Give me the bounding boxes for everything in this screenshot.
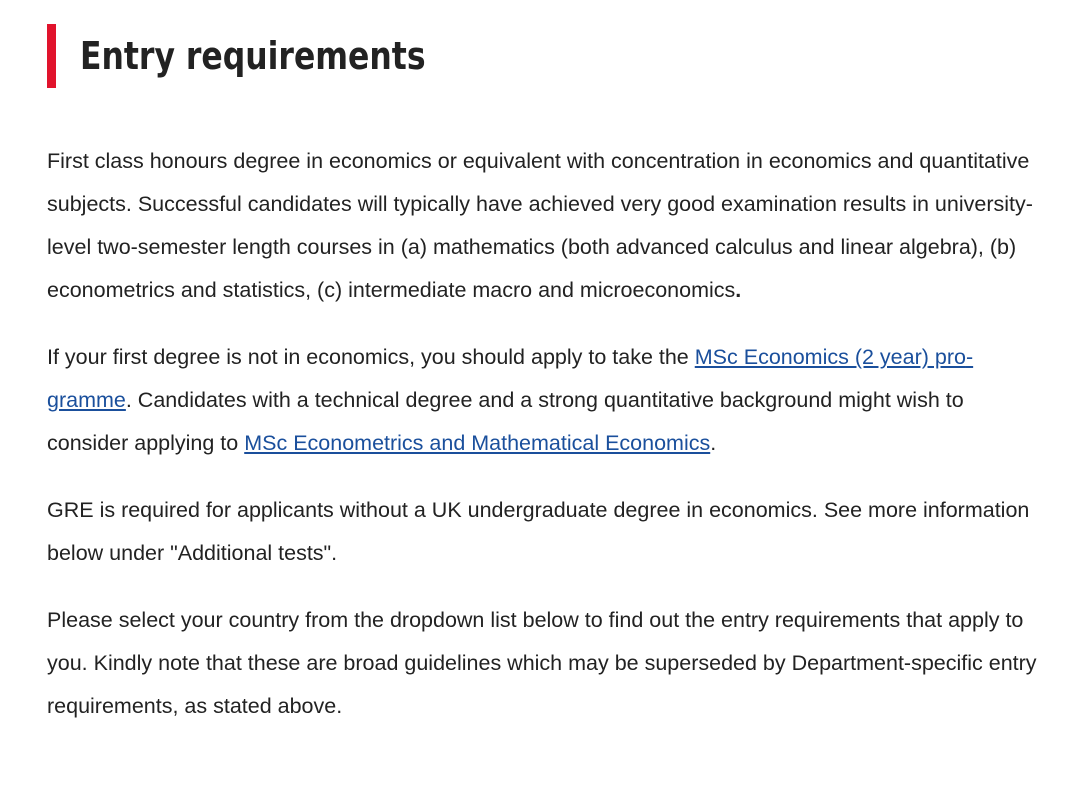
paragraph-gre-requirement: GRE is required for applicants without a UK undergraduate degree in economics. See more information below under "Additional tests". — [47, 498, 1030, 565]
alternative-intro-text: If your first degree is not in economics, you should apply to take the — [47, 345, 695, 369]
entry-requirements-content — [47, 140, 1037, 752]
paragraph-alternative-programmes — [47, 336, 1037, 465]
degree-requirements-period: . — [735, 278, 742, 302]
paragraph-degree-requirements — [47, 140, 1037, 312]
degree-requirements-text: First class honours degree in economics or equivalent with concentration in economics and quantitative subjects. Successful candidates will typically have achieved very good examination results in university-level two-semester length courses in (a) mathematics (both advanced calculus and linear algebra), (b) econometrics and statistics, (c) intermediate macro and microeconomics — [47, 149, 1033, 302]
paragraph-country-selection: Please select your country from the dropdown list below to find out the entry requirements that apply to you. Kindly note that these are broad guidelines which may be superseded by Department-specific entry requirements, as stated above. — [47, 608, 1037, 718]
alternative-middle-text: . Candidates with a technical degree and a strong quantitative background might wish to consider applying to — [47, 388, 964, 455]
page-title: Entry requirements — [80, 34, 426, 78]
msc-econometrics-link[interactable]: MSc Econometrics and Mathematical Economics — [244, 431, 711, 455]
alternative-period: . — [710, 431, 717, 455]
msc-economics-2-year-link[interactable]: MSc Economics (2 year) programme — [47, 345, 974, 412]
heading-accent-bar — [47, 24, 56, 88]
section-heading — [47, 24, 456, 88]
